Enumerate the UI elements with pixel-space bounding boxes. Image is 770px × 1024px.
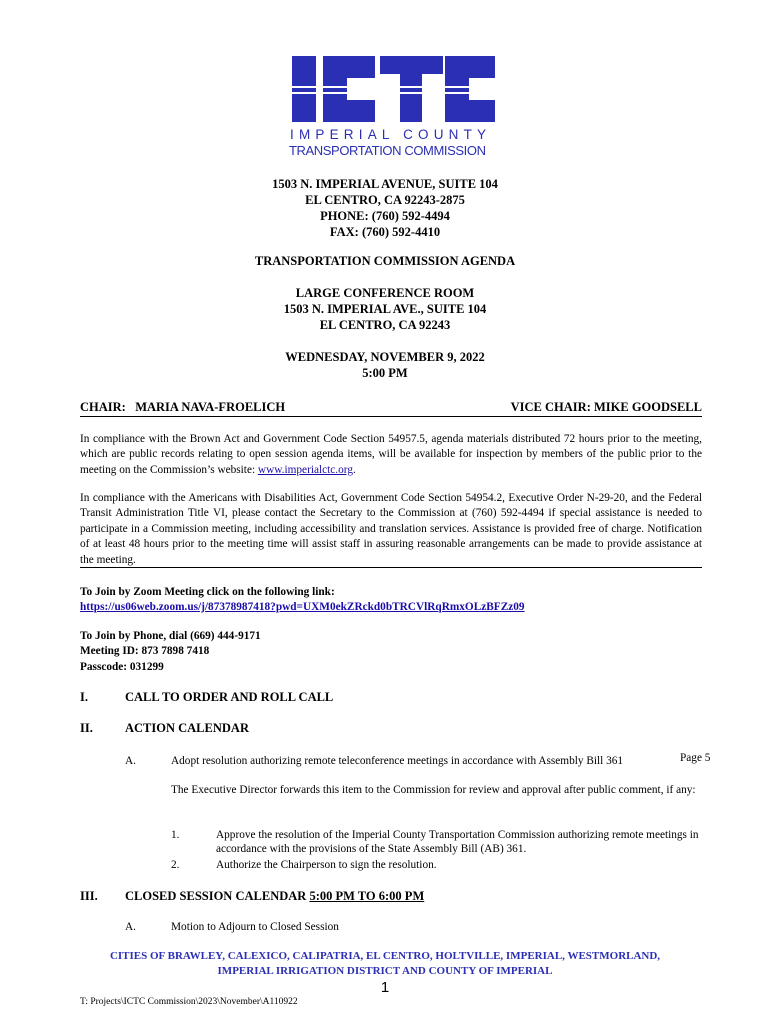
divider (80, 567, 702, 568)
item-text-adjourn: Motion to Adjourn to Closed Session (171, 921, 339, 933)
ictc-logo-letters (285, 52, 500, 127)
section-number: III. (80, 889, 98, 903)
vice-chair-name: VICE CHAIR: MIKE GOODSELL (510, 400, 702, 414)
brown-act-text: In compliance with the Brown Act and Government Code Section 54957.5, agenda materials distributed 72 hours prior to the meeting, which are public records relating to open session agenda items, will be available for inspection by members of the public prior to the meeting on the Commission’s website: (80, 433, 702, 476)
agenda-title: TRANSPORTATION COMMISSION AGENDA (254, 254, 516, 268)
chair-name: CHAIR: MARIA NAVA-FROELICH (80, 400, 286, 414)
zoom-label: To Join by Zoom Meeting click on the following link: (80, 586, 335, 598)
item-letter: A. (125, 921, 136, 933)
address-line: EL CENTRO, CA 92243-2875 (305, 193, 465, 207)
footer-cities (0, 949, 770, 979)
section-title-call-to-order: CALL TO ORDER AND ROLL CALL (125, 690, 334, 704)
brown-act-end: . (352, 463, 356, 476)
address-line: PHONE: (760) 592-4494 (320, 209, 450, 223)
closed-session-time: 5:00 PM TO 6:00 PM (309, 889, 425, 903)
meeting-date: WEDNESDAY, NOVEMBER 9, 2022 (285, 350, 485, 364)
item-letter: A. (125, 755, 136, 767)
subitem-authorize-chair: Authorize the Chairperson to sign the resolution. (216, 859, 437, 871)
subitem-number: 1. (171, 829, 180, 841)
location-line: LARGE CONFERENCE ROOM (295, 286, 475, 300)
passcode: Passcode: 031299 (80, 660, 164, 673)
logo-line-transportation-commission: TRANSPORTATION COMMISSION (289, 143, 486, 158)
location-line: 1503 N. IMPERIAL AVE., SUITE 104 (283, 302, 487, 316)
location-block (0, 285, 770, 333)
meeting-id: Meeting ID: 873 7898 7418 (80, 645, 210, 658)
section-number: II. (80, 721, 93, 735)
subitem-approve-resolution: Approve the resolution of the Imperial County Transportation Commission authorizing remote meetings in accordance with the provisions of the State Assembly Bill (AB) 361. (216, 829, 699, 855)
ada-notice: In compliance with the Americans with Disabilities Act, Government Code Section 54954.2, Executive Order N-29-20, and the Federal Transit Administration Title VI, please contact the Secretary to the Commission at (760) 592-4494 if special assistance is needed to participate in a Commission meeting, including accessibility and translation services. Assistance is provided free of charge. Notification of at least 48 hours prior to the meeting time will assist staff in assuring reasonable arrangements can be made to provide assistance at the meeting. (80, 492, 702, 566)
brown-act-notice (80, 432, 702, 478)
page-reference: Page 5 (680, 752, 711, 764)
section-title-closed-session (125, 889, 424, 904)
address-line: FAX: (760) 592-4410 (329, 225, 441, 239)
zoom-link[interactable]: https://us06web.zoom.us/j/87378987418?pwd=UXM0ekZRckd0bTRCVlRqRmxOLzBFZz09 (80, 601, 525, 613)
footer-cities-line: CITIES OF BRAWLEY, CALEXICO, CALIPATRIA, EL CENTRO, HOLTVILLE, IMPERIAL, WESTMORLAND, (109, 950, 661, 962)
item-text-ab361: Adopt resolution authorizing remote teleconference meetings in accordance with Assembly Bill 361 (171, 755, 624, 767)
address-block (0, 176, 770, 240)
divider (80, 416, 702, 417)
website-link[interactable]: www.imperialctc.org (257, 463, 353, 476)
phone-block (80, 629, 261, 675)
subitem-number: 2. (171, 859, 180, 871)
footer-cities-line: IMPERIAL IRRIGATION DISTRICT AND COUNTY OF IMPERIAL (217, 965, 553, 977)
logo-line-imperial-county: IMPERIAL COUNTY (290, 127, 492, 142)
meeting-datetime (0, 349, 770, 381)
item-description: The Executive Director forwards this item to the Commission for review and approval after public comment, if any: (171, 784, 696, 796)
page-number: 1 (380, 979, 390, 996)
section-title-action-calendar: ACTION CALENDAR (125, 721, 249, 735)
section-number: I. (80, 690, 88, 704)
closed-session-title: CLOSED SESSION CALENDAR (125, 889, 310, 903)
address-line: 1503 N. IMPERIAL AVENUE, SUITE 104 (272, 177, 498, 191)
file-path: T: Projects\ICTC Commission\2023\November\A110922 (80, 997, 298, 1007)
phone-dial: To Join by Phone, dial (669) 444-9171 (80, 630, 261, 642)
meeting-time: 5:00 PM (362, 366, 408, 380)
location-line: EL CENTRO, CA 92243 (319, 318, 451, 332)
